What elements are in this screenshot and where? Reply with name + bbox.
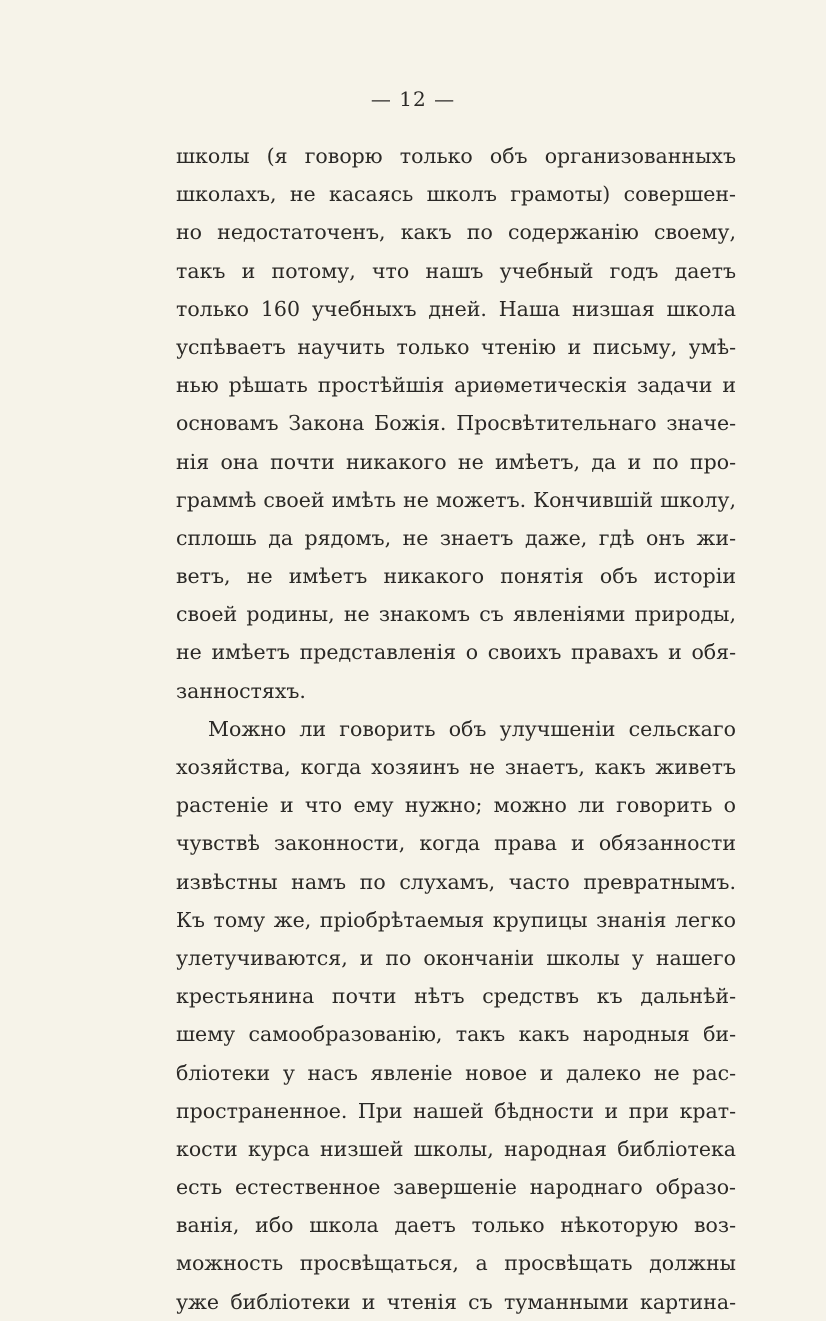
text-line: основамъ Закона Божія. Просвѣтительнаго значе- <box>176 411 736 436</box>
text-line: чувствѣ законности, когда права и обязанности <box>176 831 736 856</box>
text-line: извѣстны намъ по слухамъ, часто превратнымъ. <box>176 869 736 894</box>
body-text <box>176 137 736 1321</box>
text-line: растеніе и что ему нужно; можно ли говорить о <box>176 793 736 818</box>
text-line: нія она почти никакого не имѣетъ, да и по про- <box>176 449 736 474</box>
text-line: шему самообразованію, такъ какъ народныя би- <box>176 1022 736 1047</box>
text-line: хозяйства, когда хозяинъ не знаетъ, какъ живетъ <box>176 755 736 779</box>
text-line: такъ и потому, что нашъ учебный годъ даетъ <box>176 258 736 283</box>
text-line: кости курса низшей школы, народная библіотека <box>176 1136 736 1161</box>
text-line: Къ тому же, пріобрѣтаемыя крупицы знанія легко <box>176 907 736 932</box>
text-line: граммѣ своей имѣть не можетъ. Кончившій школу, <box>176 487 736 512</box>
text-line: бліотеки у насъ явленіе новое и далеко не рас- <box>176 1060 736 1085</box>
page-number: — 12 — <box>370 87 456 111</box>
text-line: занностяхъ. <box>176 678 306 703</box>
text-line: не имѣетъ представленія о своихъ правахъ и обя- <box>176 640 736 665</box>
text-line: но недостаточенъ, какъ по содержанію своему, <box>176 220 736 245</box>
text-line: успѣваетъ научить только чтенію и письму, умѣ- <box>176 334 736 359</box>
text-line: школахъ, не касаясь школъ грамоты) совершен- <box>176 182 736 207</box>
text-line: ванія, ибо школа даетъ только нѣкоторую воз- <box>176 1213 736 1238</box>
text-line: можность просвѣщаться, а просвѣщать должны <box>176 1251 736 1276</box>
paragraph-start-line: Можно ли говорить объ улучшеніи сельскаго <box>208 716 736 741</box>
text-line: улетучиваются, и по окончаніи школы у нашего <box>176 945 736 970</box>
text-line: только 160 учебныхъ дней. Наша низшая школа <box>176 296 736 321</box>
text-line: крестьянина почти нѣтъ средствъ къ дальнѣй- <box>176 984 736 1009</box>
text-line: своей родины, не знакомъ съ явленіями природы, <box>176 602 736 627</box>
text-line: ветъ, не имѣетъ никакого понятія объ исторіи <box>176 564 736 589</box>
text-line: сплошь да рядомъ, не знаетъ даже, гдѣ онъ жи- <box>176 525 736 550</box>
text-line: школы (я говорю только объ организованныхъ <box>176 144 736 168</box>
text-line: нью рѣшать простѣйшія ариѳметическія задачи и <box>176 373 736 398</box>
text-line: есть естественное завершеніе народнаго образо- <box>176 1175 736 1200</box>
text-line: уже библіотеки и чтенія съ туманными картина- <box>176 1289 736 1314</box>
text-line: пространенное. При нашей бѣдности и при крат- <box>176 1098 736 1123</box>
